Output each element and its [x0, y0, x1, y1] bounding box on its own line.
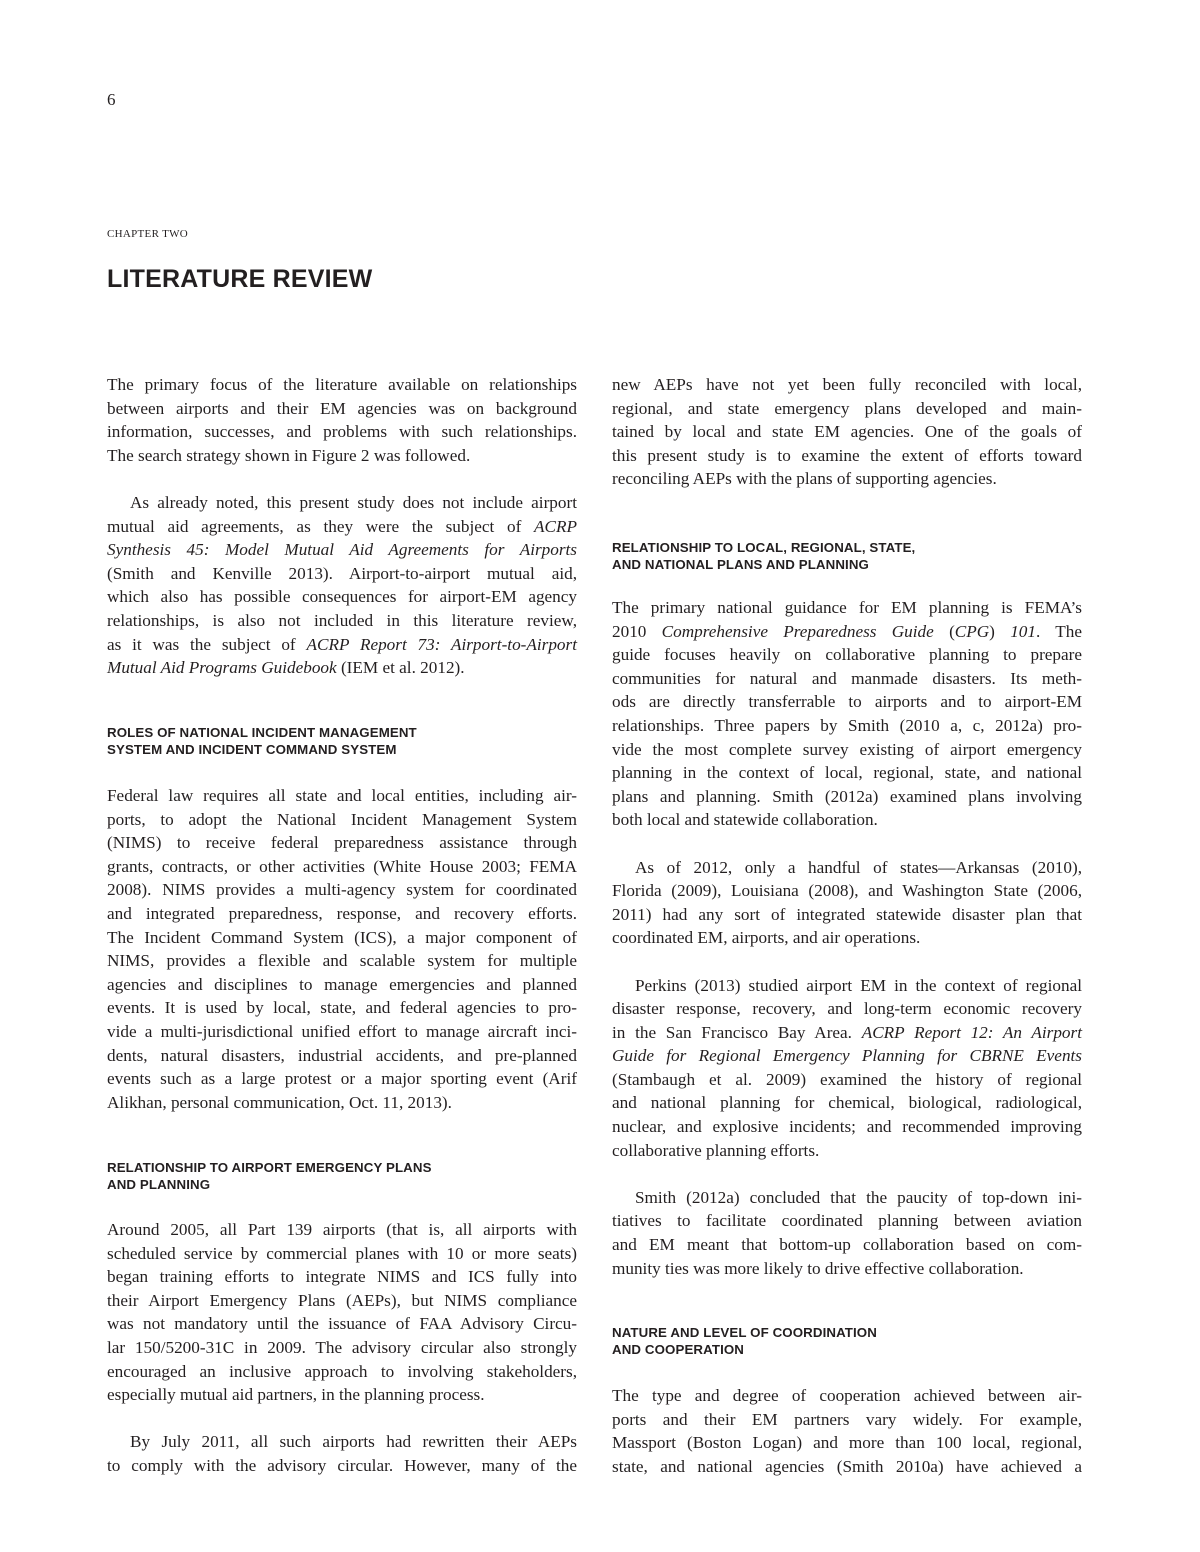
text-line: events such as a large protest or a major sporting event (Arif — [107, 1069, 577, 1089]
right-paragraph-6 — [612, 1384, 1082, 1478]
section-heading — [107, 1159, 577, 1193]
text-line: encouraged an inclusive approach to involving stakeholders, — [107, 1361, 577, 1381]
left-heading-1-wrap — [107, 724, 577, 758]
section-heading — [612, 539, 1082, 573]
text-line: especially mutual aid partners, in the planning process. — [107, 1385, 485, 1405]
text-line: vide a multi-jurisdictional unified effort to manage aircraft inci- — [107, 1021, 577, 1041]
text-line: The type and degree of cooperation achieved between air- — [612, 1386, 1082, 1405]
text-line: Synthesis 45: Model Mutual Aid Agreements for Airports — [107, 540, 577, 560]
right-column — [612, 373, 1082, 491]
text-line: The primary focus of the literature available on relationships — [107, 375, 577, 394]
text-line: NIMS, provides a flexible and scalable system for multiple — [107, 951, 577, 971]
text-line: and national planning for chemical, biological, radiological, — [612, 1093, 1082, 1113]
text-line: Around 2005, all Part 139 airports (that is, all airports with — [107, 1220, 577, 1239]
text-line: ods are directly transferrable to airports and to airport-EM — [612, 692, 1082, 712]
text-line: disaster response, recovery, and long-term economic recovery — [612, 999, 1082, 1019]
right-paragraph-5 — [612, 1186, 1082, 1280]
right-paragraph-2 — [612, 596, 1082, 832]
left-paragraph-4 — [107, 1218, 577, 1407]
left-paragraph-5 — [107, 1430, 577, 1477]
text-line: lar 150/5200-31C in 2009. The advisory circular also strongly — [107, 1337, 577, 1357]
right-heading-1-wrap — [612, 539, 1082, 573]
text-line: grants, contracts, or other activities (White House 2003; FEMA — [107, 856, 577, 876]
right-paragraph-4 — [612, 974, 1082, 1163]
text-line: The primary national guidance for EM planning is FEMA’s — [612, 598, 1082, 617]
text-line: and integrated preparedness, response, and recovery efforts. — [107, 903, 577, 923]
text-line: both local and statewide collaboration. — [612, 810, 878, 830]
text-line: regional, and state emergency plans developed and main- — [612, 398, 1082, 418]
heading-line: RELATIONSHIP TO LOCAL, REGIONAL, STATE, — [612, 540, 916, 555]
right-paragraph-3 — [612, 856, 1082, 950]
heading-line: SYSTEM AND INCIDENT COMMAND SYSTEM — [107, 742, 397, 757]
text-line: Guide for Regional Emergency Planning for CBRNE Events — [612, 1046, 1082, 1066]
heading-line: ROLES OF NATIONAL INCIDENT MANAGEMENT — [107, 725, 417, 740]
left-paragraph-2 — [107, 491, 577, 680]
left-paragraph-4-wrap — [107, 1218, 577, 1478]
text-line: The search strategy shown in Figure 2 was followed. — [107, 445, 471, 465]
text-line: relationships, is also not included in this literature review, — [107, 610, 577, 630]
text-line: collaborative planning efforts. — [612, 1140, 820, 1160]
text-line: Mutual Aid Programs Guidebook (IEM et al. 2012). — [107, 658, 465, 678]
right-paragraph-2-wrap — [612, 596, 1082, 1280]
text-line: Federal law requires all state and local entities, including air- — [107, 786, 577, 805]
text-line: and EM meant that bottom-up collaboration based on com- — [612, 1235, 1082, 1255]
text-line: to comply with the advisory circular. However, many of the — [107, 1455, 577, 1475]
text-line: in the San Francisco Bay Area. ACRP Report 12: An Airport — [612, 1022, 1082, 1042]
text-line: mutual aid agreements, as they were the subject of ACRP — [107, 516, 577, 536]
text-line: events. It is used by local, state, and federal agencies to pro- — [107, 998, 577, 1018]
text-line: planning in the context of local, regional, state, and national — [612, 763, 1082, 783]
text-line: 2011) had any sort of integrated statewide disaster plan that — [612, 904, 1082, 924]
text-line: The Incident Command System (ICS), a major component of — [107, 927, 577, 947]
text-line: tained by local and state EM agencies. One of the goals of — [612, 422, 1082, 442]
right-heading-2-wrap — [612, 1324, 1082, 1358]
heading-line: RELATIONSHIP TO AIRPORT EMERGENCY PLANS — [107, 1160, 432, 1175]
text-line: Smith (2012a) concluded that the paucity of top-down ini- — [635, 1187, 1082, 1207]
text-line: vide the most complete survey existing of airport emergency — [612, 739, 1082, 759]
left-paragraph-3-wrap — [107, 784, 577, 1114]
text-line: Florida (2009), Louisiana (2008), and Washington State (2006, — [612, 881, 1082, 901]
right-paragraph-6-wrap — [612, 1384, 1082, 1478]
text-line: munity ties was more likely to drive effective collaboration. — [612, 1258, 1024, 1278]
text-line: As already noted, this present study does not include airport — [130, 492, 577, 512]
text-line: (NIMS) to receive federal preparedness assistance through — [107, 833, 577, 853]
left-paragraph-1 — [107, 373, 577, 467]
text-line: information, successes, and problems with such relationships. — [107, 422, 577, 442]
text-line: As of 2012, only a handful of states—Arkansas (2010), — [635, 857, 1082, 877]
text-line: was not mandatory until the issuance of FAA Advisory Circu- — [107, 1314, 577, 1334]
text-line: By July 2011, all such airports had rewritten their AEPs — [130, 1432, 577, 1452]
text-line: tiatives to facilitate coordinated planning between aviation — [612, 1211, 1082, 1231]
chapter-label: CHAPTER TWO — [107, 228, 189, 240]
right-paragraph-1 — [612, 373, 1082, 491]
text-line: guide focuses heavily on collaborative planning to prepare — [612, 645, 1082, 665]
text-line: (Smith and Kenville 2013). Airport-to-airport mutual aid, — [107, 563, 577, 583]
text-line: relationships. Three papers by Smith (2010 a, c, 2012a) pro- — [612, 715, 1082, 735]
text-line: (Stambaugh et al. 2009) examined the history of regional — [612, 1069, 1082, 1089]
left-paragraph-3 — [107, 784, 577, 1114]
page-number: 6 — [107, 90, 116, 109]
heading-line: NATURE AND LEVEL OF COORDINATION — [612, 1325, 877, 1340]
text-line: nuclear, and explosive incidents; and recommended improving — [612, 1117, 1082, 1137]
text-line: coordinated EM, airports, and air operations. — [612, 928, 921, 948]
heading-line: AND NATIONAL PLANS AND PLANNING — [612, 557, 869, 572]
text-line: Massport (Boston Logan) and more than 100 local, regional, — [612, 1433, 1082, 1453]
text-line: ports and their EM partners vary widely. For example, — [612, 1409, 1082, 1429]
text-line: plans and planning. Smith (2012a) examined plans involving — [612, 786, 1082, 806]
text-line: 2008). NIMS provides a multi-agency system for coordinated — [107, 880, 577, 900]
text-line: dents, natural disasters, industrial accidents, and pre-planned — [107, 1045, 577, 1065]
text-line: state, and national agencies (Smith 2010a) have achieved a — [612, 1456, 1082, 1476]
text-line: 2010 Comprehensive Preparedness Guide (CPG) 101. The — [612, 621, 1082, 641]
text-line: new AEPs have not yet been fully reconciled with local, — [612, 375, 1082, 394]
text-line: communities for natural and manmade disasters. Its meth- — [612, 668, 1082, 688]
text-line: this present study is to examine the extent of efforts toward — [612, 445, 1082, 465]
left-heading-2-wrap — [107, 1159, 577, 1193]
text-line: began training efforts to integrate NIMS and ICS fully into — [107, 1267, 577, 1287]
text-line: scheduled service by commercial planes with 10 or more seats) — [107, 1243, 577, 1263]
text-line: reconciling AEPs with the plans of supporting agencies. — [612, 469, 997, 489]
text-line: their Airport Emergency Plans (AEPs), but NIMS compliance — [107, 1290, 577, 1310]
left-column — [107, 373, 577, 680]
text-line: ports, to adopt the National Incident Management System — [107, 809, 577, 829]
text-line: between airports and their EM agencies was on background — [107, 398, 577, 418]
text-line: Alikhan, personal communication, Oct. 11, 2013). — [107, 1092, 452, 1112]
section-heading — [612, 1324, 1082, 1358]
text-line: which also has possible consequences for airport-EM agency — [107, 587, 577, 607]
text-line: agencies and disciplines to manage emergencies and planned — [107, 974, 577, 994]
page-title: LITERATURE REVIEW — [107, 265, 373, 293]
heading-line: AND PLANNING — [107, 1177, 211, 1192]
heading-line: AND COOPERATION — [612, 1342, 745, 1357]
text-line: as it was the subject of ACRP Report 73: Airport-to-Airport — [107, 634, 577, 654]
text-line: Perkins (2013) studied airport EM in the context of regional — [635, 975, 1082, 995]
section-heading — [107, 724, 577, 758]
